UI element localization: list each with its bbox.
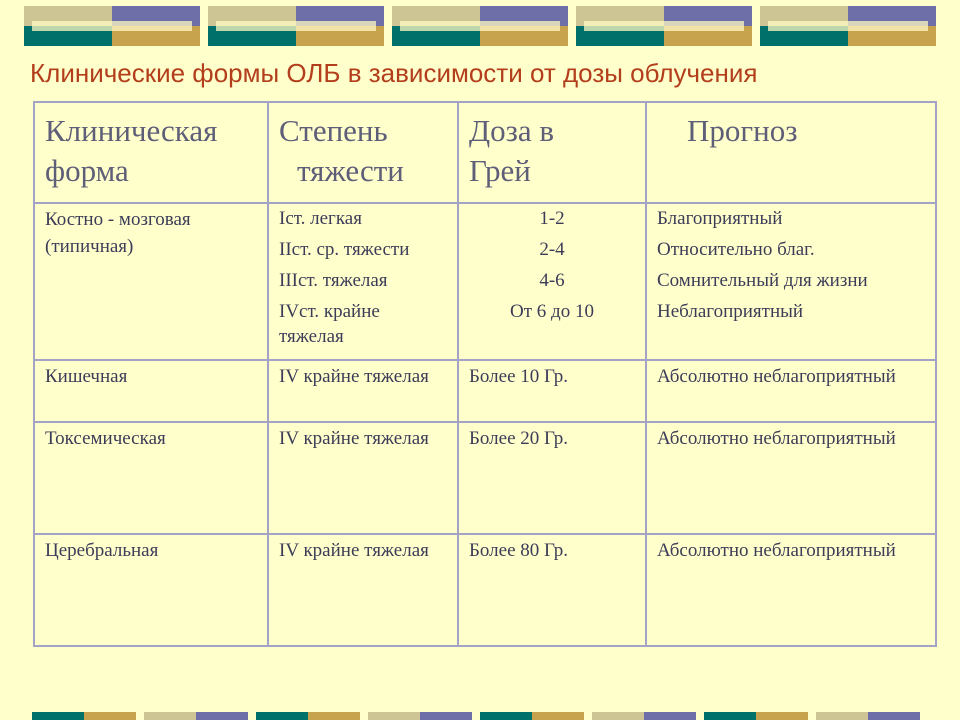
cell-dose: Более 80 Гр.: [458, 534, 646, 646]
cell-form: Костно - мозговая (типичная): [34, 203, 268, 360]
cell-prognosis: Абсолютно неблагоприятный: [646, 534, 936, 646]
cell-severity: IV крайне тяжелая: [268, 534, 458, 646]
bottom-decorative-strip: [32, 712, 928, 720]
table-row: [34, 422, 936, 534]
cell-dose: Более 10 Гр.: [458, 360, 646, 422]
table-header-row: [34, 102, 936, 203]
header-prognosis: Прогноз: [646, 102, 936, 203]
table-row: [34, 203, 936, 360]
header-dose: Доза в Грей: [458, 102, 646, 203]
banner-block: [576, 6, 752, 46]
banner-block: [208, 6, 384, 46]
slide-title: Клинические формы ОЛБ в зависимости от дозы облучения: [30, 58, 758, 88]
cell-form: Кишечная: [34, 360, 268, 422]
header-form: Клиническая форма: [34, 102, 268, 203]
cell-form: Токсемическая: [34, 422, 268, 534]
header-severity: Степень тяжести: [268, 102, 458, 203]
top-decorative-banner: [24, 6, 936, 46]
cell-dose: 1-2 2-4 4-6 От 6 до 10: [458, 203, 646, 360]
banner-block: [24, 6, 200, 46]
cell-prognosis: Абсолютно неблагоприятный: [646, 360, 936, 422]
table-row: [34, 534, 936, 646]
cell-severity: IV крайне тяжелая: [268, 422, 458, 534]
cell-severity: Iст. легкая IIст. ср. тяжести IIIст. тяжелая IVст. крайне тяжелая: [268, 203, 458, 360]
cell-dose: Более 20 Гр.: [458, 422, 646, 534]
banner-block: [760, 6, 936, 46]
clinical-forms-table: [33, 101, 937, 647]
cell-form: Церебральная: [34, 534, 268, 646]
cell-prognosis: Благоприятный Относительно благ. Сомнительный для жизни Неблагоприятный: [646, 203, 936, 360]
table-row: [34, 360, 936, 422]
banner-block: [392, 6, 568, 46]
cell-prognosis: Абсолютно неблагоприятный: [646, 422, 936, 534]
cell-severity: IV крайне тяжелая: [268, 360, 458, 422]
